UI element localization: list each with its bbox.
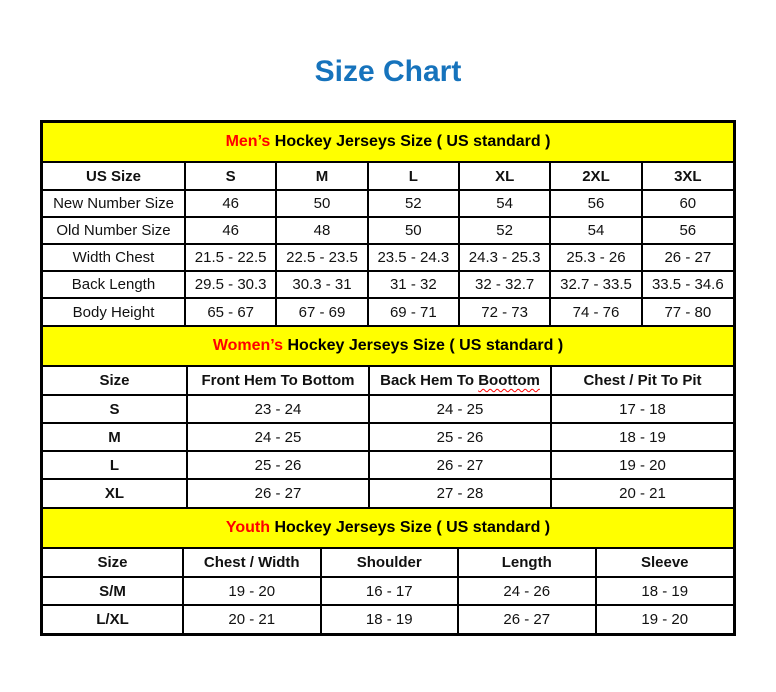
mens-header-row xyxy=(43,163,733,190)
cell: 19 - 20 xyxy=(183,577,321,605)
cell: 50 xyxy=(368,217,459,244)
cell: 56 xyxy=(550,190,641,217)
cell: 32.7 - 33.5 xyxy=(550,271,641,298)
cell: 54 xyxy=(459,190,550,217)
cell: 69 - 71 xyxy=(368,298,459,325)
mens-banner-highlight: Men’s xyxy=(225,133,271,150)
row-label: XL xyxy=(43,479,187,507)
cell: 65 - 67 xyxy=(185,298,276,325)
youth-header-row xyxy=(43,549,733,577)
cell: 67 - 69 xyxy=(276,298,367,325)
mens-col-header-2xl: 2XL xyxy=(550,163,641,190)
row-label: L/XL xyxy=(43,605,183,633)
table-row xyxy=(43,479,733,507)
cell: 31 - 32 xyxy=(368,271,459,298)
cell: 24 - 25 xyxy=(369,395,551,423)
row-label: L xyxy=(43,451,187,479)
cell: 72 - 73 xyxy=(459,298,550,325)
table-row xyxy=(43,298,733,325)
womens-col-header-size: Size xyxy=(43,367,187,395)
cell: 60 xyxy=(642,190,733,217)
cell: 50 xyxy=(276,190,367,217)
mens-section-banner xyxy=(43,123,733,163)
womens-col-header-chest: Chest / Pit To Pit xyxy=(551,367,733,395)
cell: 30.3 - 31 xyxy=(276,271,367,298)
cell: 23 - 24 xyxy=(187,395,369,423)
mens-banner-rest: Hockey Jerseys Size ( US standard ) xyxy=(270,133,551,150)
cell: 54 xyxy=(550,217,641,244)
mens-col-header-l: L xyxy=(368,163,459,190)
mens-col-header-m: M xyxy=(276,163,367,190)
cell: 20 - 21 xyxy=(183,605,321,633)
mens-col-header-xl: XL xyxy=(459,163,550,190)
table-row xyxy=(43,451,733,479)
cell: 25.3 - 26 xyxy=(550,244,641,271)
back-hem-misspelled-word: Boottom xyxy=(478,372,540,389)
cell: 26 - 27 xyxy=(642,244,733,271)
cell: 29.5 - 30.3 xyxy=(185,271,276,298)
table-row xyxy=(43,271,733,298)
cell: 52 xyxy=(368,190,459,217)
womens-size-table xyxy=(43,367,733,507)
youth-col-header-shoulder: Shoulder xyxy=(321,549,459,577)
cell: 46 xyxy=(185,217,276,244)
table-row xyxy=(43,395,733,423)
table-row xyxy=(43,605,733,633)
cell: 33.5 - 34.6 xyxy=(642,271,733,298)
row-label: S xyxy=(43,395,187,423)
cell: 20 - 21 xyxy=(551,479,733,507)
cell: 23.5 - 24.3 xyxy=(368,244,459,271)
cell: 74 - 76 xyxy=(550,298,641,325)
mens-col-header-3xl: 3XL xyxy=(642,163,733,190)
back-hem-prefix: Back Hem To xyxy=(380,372,479,389)
cell: 26 - 27 xyxy=(369,451,551,479)
cell: 25 - 26 xyxy=(369,423,551,451)
cell: 18 - 19 xyxy=(596,577,734,605)
row-label: New Number Size xyxy=(43,190,185,217)
cell: 24 - 26 xyxy=(458,577,596,605)
cell: 24.3 - 25.3 xyxy=(459,244,550,271)
womens-section-banner xyxy=(43,325,733,367)
womens-banner-rest: Hockey Jerseys Size ( US standard ) xyxy=(283,337,564,354)
page-title: Size Chart xyxy=(314,55,462,88)
table-row xyxy=(43,423,733,451)
cell: 18 - 19 xyxy=(321,605,459,633)
youth-banner-highlight: Youth xyxy=(225,519,270,536)
cell: 19 - 20 xyxy=(596,605,734,633)
cell: 77 - 80 xyxy=(642,298,733,325)
womens-col-header-back-hem xyxy=(369,367,551,395)
row-label: Old Number Size xyxy=(43,217,185,244)
youth-col-header-sleeve: Sleeve xyxy=(596,549,734,577)
row-label: Body Height xyxy=(43,298,185,325)
cell: 46 xyxy=(185,190,276,217)
size-chart xyxy=(40,120,736,636)
cell: 17 - 18 xyxy=(551,395,733,423)
cell: 19 - 20 xyxy=(551,451,733,479)
table-row xyxy=(43,217,733,244)
cell: 26 - 27 xyxy=(458,605,596,633)
youth-col-header-size: Size xyxy=(43,549,183,577)
youth-col-header-chest-width: Chest / Width xyxy=(183,549,321,577)
cell: 26 - 27 xyxy=(187,479,369,507)
row-label: M xyxy=(43,423,187,451)
youth-col-header-length: Length xyxy=(458,549,596,577)
cell: 21.5 - 22.5 xyxy=(185,244,276,271)
cell: 25 - 26 xyxy=(187,451,369,479)
table-row xyxy=(43,190,733,217)
cell: 56 xyxy=(642,217,733,244)
youth-section-banner xyxy=(43,507,733,549)
mens-col-header-us-size: US Size xyxy=(43,163,185,190)
row-label: Width Chest xyxy=(43,244,185,271)
row-label: Back Length xyxy=(43,271,185,298)
cell: 48 xyxy=(276,217,367,244)
cell: 16 - 17 xyxy=(321,577,459,605)
mens-col-header-s: S xyxy=(185,163,276,190)
cell: 32 - 32.7 xyxy=(459,271,550,298)
row-label: S/M xyxy=(43,577,183,605)
table-row xyxy=(43,244,733,271)
table-row xyxy=(43,577,733,605)
cell: 27 - 28 xyxy=(369,479,551,507)
cell: 22.5 - 23.5 xyxy=(276,244,367,271)
womens-banner-highlight: Women’s xyxy=(212,337,284,354)
youth-size-table xyxy=(43,549,733,633)
womens-col-header-front-hem: Front Hem To Bottom xyxy=(187,367,369,395)
youth-banner-rest: Hockey Jerseys Size ( US standard ) xyxy=(270,519,551,536)
womens-header-row xyxy=(43,367,733,395)
mens-size-table xyxy=(43,163,733,325)
cell: 24 - 25 xyxy=(187,423,369,451)
cell: 52 xyxy=(459,217,550,244)
cell: 18 - 19 xyxy=(551,423,733,451)
